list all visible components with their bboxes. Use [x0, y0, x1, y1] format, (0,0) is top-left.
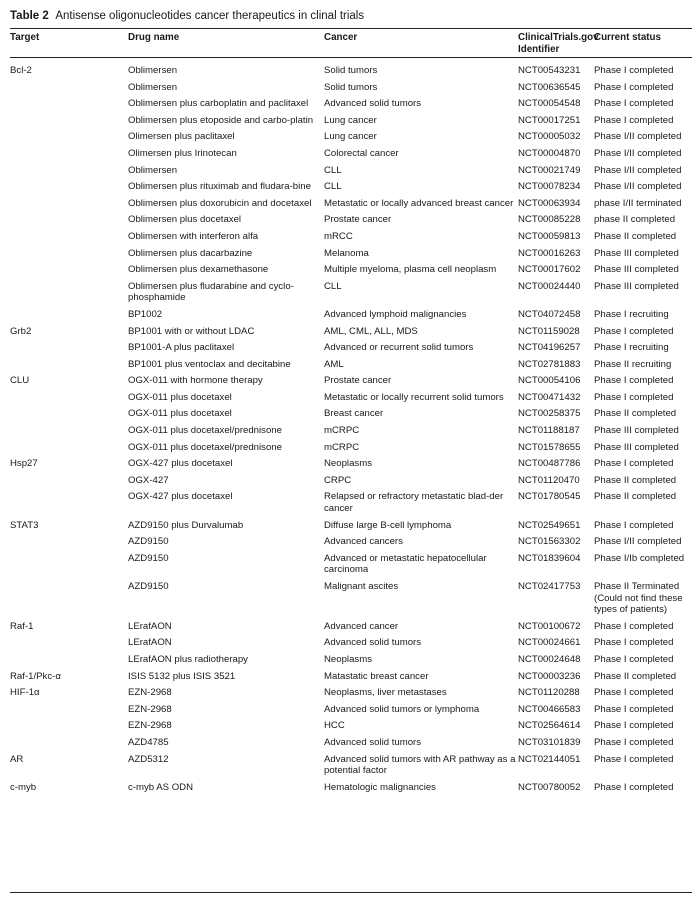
cell-target	[10, 735, 128, 752]
cell-status: Phase I completed	[594, 781, 674, 793]
table-row	[10, 619, 692, 636]
cell-identifier: NCT01159028	[518, 325, 580, 337]
cell-target	[10, 635, 128, 652]
cell-target	[10, 652, 128, 669]
cell-drug-name: AZD4785	[128, 736, 169, 748]
table-row	[10, 129, 692, 146]
table-row	[10, 179, 692, 196]
cell-cancer: mCRPC	[324, 425, 360, 437]
cell-cancer: Neoplasms, liver metastases	[324, 687, 447, 699]
cell-drug-name: Oblimersen plus carboplatin and paclitaxel	[128, 98, 309, 110]
cell-drug-name: Oblimersen	[128, 81, 178, 93]
cell-identifier: NCT02417753	[518, 581, 581, 592]
cell-target	[10, 473, 128, 490]
cell-target: STAT3	[10, 519, 39, 531]
cell-status: Phase I completed	[594, 519, 674, 531]
cell-cancer: Melanoma	[324, 247, 369, 259]
cell-drug-name: BP1001 plus ventoclax and decitabine	[128, 358, 291, 370]
table-row	[10, 340, 692, 357]
cell-cancer: Advanced or metastatic hepatocellular carcinoma	[324, 552, 487, 576]
table-row	[10, 456, 692, 473]
cell-identifier: NCT04072458	[518, 308, 581, 320]
cell-cancer: AML, CML, ALL, MDS	[324, 325, 418, 337]
cell-drug-name: OGX-427	[128, 474, 169, 486]
cell-status: Phase III completed	[594, 425, 679, 437]
cell-cancer: Neoplasms	[324, 458, 372, 470]
cell-target	[10, 579, 128, 619]
cell-status: Phase I completed	[594, 703, 674, 715]
cell-drug-name: EZN-2968	[128, 720, 172, 732]
header-cancer: Cancer	[324, 32, 358, 43]
cell-identifier: NCT01780545	[518, 491, 581, 503]
table-row	[10, 229, 692, 246]
cell-cancer: mRCC	[324, 230, 353, 242]
table-row	[10, 58, 692, 80]
cell-target	[10, 551, 128, 579]
header-identifier: ClinicalTrials.gov Identifier	[518, 32, 599, 55]
cell-drug-name: Oblimersen plus docetaxel	[128, 214, 242, 226]
table-row	[10, 423, 692, 440]
cell-status: Phase I/II completed	[594, 131, 682, 143]
cell-cancer: CRPC	[324, 474, 352, 486]
cell-identifier: NCT00024661	[518, 637, 581, 649]
table-number: Table 2	[10, 10, 49, 22]
cell-cancer: Advanced solid tumors or lymphoma	[324, 703, 480, 715]
cell-target	[10, 702, 128, 719]
cell-status: Phase I/II completed	[594, 147, 682, 159]
cell-target	[10, 96, 128, 113]
cell-status: Phase III completed	[594, 280, 679, 292]
trials-table-body	[10, 58, 692, 796]
cell-status: Phase I completed	[594, 753, 674, 765]
cell-status: Phase II completed	[594, 670, 677, 682]
cell-status: Phase I completed	[594, 637, 674, 649]
cell-drug-name: c-myb AS ODN	[128, 781, 194, 793]
cell-status: Phase I completed	[594, 391, 674, 403]
cell-target: AR	[10, 753, 24, 765]
cell-identifier: NCT00017251	[518, 114, 581, 126]
cell-identifier: NCT00636545	[518, 81, 581, 93]
cell-status: Phase II completed	[594, 230, 677, 242]
cell-status: Phase I completed	[594, 458, 674, 470]
cell-target	[10, 262, 128, 279]
cell-cancer: CLL	[324, 280, 342, 292]
cell-identifier: NCT00021749	[518, 164, 581, 176]
cell-drug-name: Oblimersen plus etoposide and carbo-platin	[128, 114, 314, 126]
cell-status: Phase I completed	[594, 653, 674, 665]
cell-identifier: NCT01120470	[518, 474, 580, 486]
cell-drug-name: OGX-011 plus docetaxel/prednisone	[128, 441, 282, 453]
table-row	[10, 80, 692, 97]
cell-cancer: AML	[324, 358, 344, 370]
cell-identifier: NCT01120288	[518, 687, 580, 699]
table-row	[10, 669, 692, 686]
cell-status: Phase I completed	[594, 81, 674, 93]
cell-identifier: NCT00100672	[518, 620, 581, 632]
cell-target: Bcl-2	[10, 65, 32, 76]
cell-target	[10, 423, 128, 440]
cell-cancer: Lung cancer	[324, 131, 377, 143]
cell-drug-name: BP1002	[128, 308, 163, 320]
cell-status: Phase I recruiting	[594, 342, 669, 354]
header-drug-name: Drug name	[128, 32, 180, 43]
table-row	[10, 113, 692, 130]
trials-table	[10, 29, 692, 57]
cell-target	[10, 146, 128, 163]
cell-target	[10, 246, 128, 263]
table-row	[10, 702, 692, 719]
cell-identifier: NCT00054106	[518, 375, 581, 387]
cell-cancer: CLL	[324, 164, 342, 176]
table-body	[10, 58, 692, 796]
table-row	[10, 473, 692, 490]
cell-cancer: Colorectal cancer	[324, 147, 399, 159]
cell-identifier: NCT00016263	[518, 247, 581, 259]
cell-drug-name: OGX-011 plus docetaxel	[128, 391, 232, 403]
cell-status: Phase II completed	[594, 491, 677, 503]
cell-target	[10, 212, 128, 229]
cell-identifier: NCT00017602	[518, 264, 581, 276]
cell-drug-name: LErafAON	[128, 637, 172, 649]
table-row	[10, 752, 692, 780]
cell-cancer: Advanced cancer	[324, 620, 399, 632]
table-row	[10, 551, 692, 579]
cell-target: HIF-1α	[10, 687, 40, 699]
cell-status: Phase I/II completed	[594, 181, 682, 193]
table-row	[10, 324, 692, 341]
cell-target	[10, 80, 128, 97]
cell-status: Phase I completed	[594, 114, 674, 126]
cell-drug-name: AZD5312	[128, 753, 169, 765]
cell-target	[10, 196, 128, 213]
cell-status: Phase I completed	[594, 65, 674, 76]
cell-drug-name: OGX-427 plus docetaxel	[128, 491, 233, 503]
cell-target	[10, 440, 128, 457]
table-caption	[10, 8, 692, 24]
cell-drug-name: Oblimersen with interferon alfa	[128, 230, 259, 242]
cell-drug-name: OGX-011 with hormone therapy	[128, 375, 263, 387]
cell-cancer: Advanced solid tumors with AR pathway as a potential factor	[324, 753, 516, 777]
cell-cancer: Advanced solid tumors	[324, 736, 422, 748]
table-row	[10, 780, 692, 797]
cell-target: Hsp27	[10, 458, 38, 470]
cell-drug-name: ISIS 5132 plus ISIS 3521	[128, 670, 236, 682]
cell-drug-name: EZN-2968	[128, 687, 172, 699]
cell-drug-name: Oblimersen plus dexamethasone	[128, 264, 269, 276]
cell-status: Phase III completed	[594, 441, 679, 453]
cell-cancer: Prostate cancer	[324, 375, 392, 387]
cell-cancer: Solid tumors	[324, 81, 378, 93]
cell-identifier: NCT02144051	[518, 753, 581, 765]
cell-identifier: NCT00487786	[518, 458, 581, 470]
cell-drug-name: LErafAON	[128, 620, 172, 632]
cell-drug-name: Oblimersen plus doxorubicin and docetaxel	[128, 197, 312, 209]
cell-identifier: NCT00054548	[518, 98, 581, 110]
table-row	[10, 246, 692, 263]
cell-target	[10, 179, 128, 196]
cell-status: Phase II completed	[594, 408, 677, 420]
cell-status: Phase I/Ib completed	[594, 552, 685, 564]
cell-target	[10, 357, 128, 374]
cell-target: c-myb	[10, 781, 37, 793]
cell-status: phase II completed	[594, 214, 676, 226]
table-row	[10, 735, 692, 752]
cell-cancer: Lung cancer	[324, 114, 377, 126]
cell-status: phase I/II terminated	[594, 197, 682, 209]
cell-identifier: NCT00003236	[518, 670, 581, 682]
cell-drug-name: OGX-427 plus docetaxel	[128, 458, 233, 470]
cell-drug-name: OGX-011 plus docetaxel/prednisone	[128, 425, 282, 437]
cell-cancer: Relapsed or refractory metastatic blad-der cancer	[324, 491, 504, 515]
cell-target	[10, 406, 128, 423]
cell-identifier: NCT00005032	[518, 131, 581, 143]
cell-cancer: Prostate cancer	[324, 214, 392, 226]
cell-cancer: Neoplasms	[324, 653, 372, 665]
cell-target	[10, 279, 128, 307]
cell-target	[10, 307, 128, 324]
cell-status: Phase III completed	[594, 264, 679, 276]
cell-drug-name: BP1001 with or without LDAC	[128, 325, 255, 337]
cell-target: Raf-1/Pkc-α	[10, 670, 61, 682]
cell-identifier: NCT00471432	[518, 391, 581, 403]
table-row	[10, 307, 692, 324]
cell-target	[10, 229, 128, 246]
cell-target	[10, 718, 128, 735]
table-row	[10, 652, 692, 669]
cell-drug-name: Oblimersen	[128, 65, 178, 76]
cell-cancer: Advanced cancers	[324, 536, 403, 548]
cell-cancer: Diffuse large B-cell lymphoma	[324, 519, 452, 531]
cell-target: CLU	[10, 375, 30, 387]
cell-drug-name: Olimersen plus paclitaxel	[128, 131, 235, 143]
cell-cancer: Advanced lymphoid malignancies	[324, 308, 467, 320]
cell-identifier: NCT00024440	[518, 280, 581, 292]
table-row	[10, 489, 692, 517]
cell-target: Raf-1	[10, 620, 34, 632]
cell-drug-name: Oblimersen plus fludarabine and cyclo-phosphamide	[128, 280, 294, 304]
table-row	[10, 518, 692, 535]
cell-drug-name: AZD9150	[128, 552, 169, 564]
table-row	[10, 279, 692, 307]
cell-drug-name: LErafAON plus radiotherapy	[128, 653, 248, 665]
cell-target: Grb2	[10, 325, 32, 337]
cell-cancer: Metastatic or locally advanced breast cancer	[324, 197, 514, 209]
table-row	[10, 685, 692, 702]
cell-target	[10, 489, 128, 517]
cell-cancer: CLL	[324, 181, 342, 193]
cell-target	[10, 163, 128, 180]
cell-cancer: Breast cancer	[324, 408, 384, 420]
table-title: Antisense oligonucleotides cancer therapeutics in clinal trials	[55, 10, 365, 22]
cell-identifier: NCT00780052	[518, 781, 581, 793]
table-row	[10, 390, 692, 407]
table-row	[10, 212, 692, 229]
cell-status: Phase I completed	[594, 720, 674, 732]
cell-identifier: NCT02781883	[518, 358, 581, 370]
table-row	[10, 718, 692, 735]
cell-identifier: NCT00085228	[518, 214, 581, 226]
cell-drug-name: AZD9150	[128, 581, 169, 592]
cell-status: Phase I completed	[594, 687, 674, 699]
table-row	[10, 534, 692, 551]
cell-cancer: Advanced solid tumors	[324, 98, 422, 110]
cell-cancer: Metastatic or locally recurrent solid tumors	[324, 391, 504, 403]
cell-status: Phase I completed	[594, 325, 674, 337]
table-row	[10, 146, 692, 163]
table-row	[10, 406, 692, 423]
table-row	[10, 440, 692, 457]
cell-cancer: Hematologic malignancies	[324, 781, 436, 793]
table-row	[10, 579, 692, 619]
cell-identifier: NCT00543231	[518, 65, 581, 76]
cell-status: Phase I/II completed	[594, 164, 682, 176]
cell-status: Phase I completed	[594, 620, 674, 632]
cell-status: Phase II Terminated (Could not find these types of patients)	[594, 581, 683, 616]
cell-drug-name: Oblimersen	[128, 164, 178, 176]
header-status: Current status	[594, 32, 661, 43]
table-header	[10, 29, 692, 57]
cell-identifier: NCT00024648	[518, 653, 581, 665]
cell-status: Phase II recruiting	[594, 358, 672, 370]
table-row	[10, 196, 692, 213]
cell-target	[10, 129, 128, 146]
cell-drug-name: Olimersen plus Irinotecan	[128, 147, 237, 159]
cell-identifier: NCT01563302	[518, 536, 581, 548]
cell-drug-name: Oblimersen plus rituximab and fludara-bine	[128, 181, 311, 193]
cell-drug-name: AZD9150	[128, 536, 169, 548]
cell-identifier: NCT03101839	[518, 736, 581, 748]
cell-cancer: Advanced or recurrent solid tumors	[324, 342, 474, 354]
cell-target	[10, 340, 128, 357]
cell-status: Phase III completed	[594, 247, 679, 259]
cell-drug-name: AZD9150 plus Durvalumab	[128, 519, 244, 531]
cell-identifier: NCT04196257	[518, 342, 581, 354]
cell-identifier: NCT00004870	[518, 147, 581, 159]
cell-cancer: Malignant ascites	[324, 581, 399, 592]
cell-identifier: NCT01578655	[518, 441, 581, 453]
header-row	[10, 29, 692, 57]
cell-status: Phase II completed	[594, 474, 677, 486]
cell-drug-name: OGX-011 plus docetaxel	[128, 408, 232, 420]
cell-identifier: NCT00078234	[518, 181, 581, 193]
table-row	[10, 262, 692, 279]
cell-identifier: NCT00063934	[518, 197, 581, 209]
table-row	[10, 635, 692, 652]
cell-cancer: Advanced solid tumors	[324, 637, 422, 649]
header-target: Target	[10, 32, 40, 43]
cell-status: Phase I completed	[594, 375, 674, 387]
table-row	[10, 373, 692, 390]
cell-target	[10, 390, 128, 407]
cell-identifier: NCT02564614	[518, 720, 581, 732]
table-row	[10, 357, 692, 374]
table-row	[10, 163, 692, 180]
cell-identifier: NCT00059813	[518, 230, 581, 242]
table-bottom-rule	[10, 892, 692, 893]
cell-identifier: NCT02549651	[518, 519, 581, 531]
cell-target	[10, 113, 128, 130]
table-row	[10, 96, 692, 113]
cell-status: Phase I/II completed	[594, 536, 682, 548]
cell-identifier: NCT01839604	[518, 552, 581, 564]
cell-identifier: NCT01188187	[518, 425, 580, 437]
cell-status: Phase I completed	[594, 98, 674, 110]
cell-cancer: Matastatic breast cancer	[324, 670, 429, 682]
cell-cancer: HCC	[324, 720, 345, 732]
cell-identifier: NCT00466583	[518, 703, 581, 715]
cell-cancer: Solid tumors	[324, 65, 378, 76]
cell-drug-name: EZN-2968	[128, 703, 172, 715]
cell-target	[10, 534, 128, 551]
cell-drug-name: Oblimersen plus dacarbazine	[128, 247, 253, 259]
cell-cancer: Multiple myeloma, plasma cell neoplasm	[324, 264, 497, 276]
cell-cancer: mCRPC	[324, 441, 360, 453]
cell-drug-name: BP1001-A plus paclitaxel	[128, 342, 235, 354]
cell-identifier: NCT00258375	[518, 408, 581, 420]
cell-status: Phase I recruiting	[594, 308, 669, 320]
cell-status: Phase I completed	[594, 736, 674, 748]
